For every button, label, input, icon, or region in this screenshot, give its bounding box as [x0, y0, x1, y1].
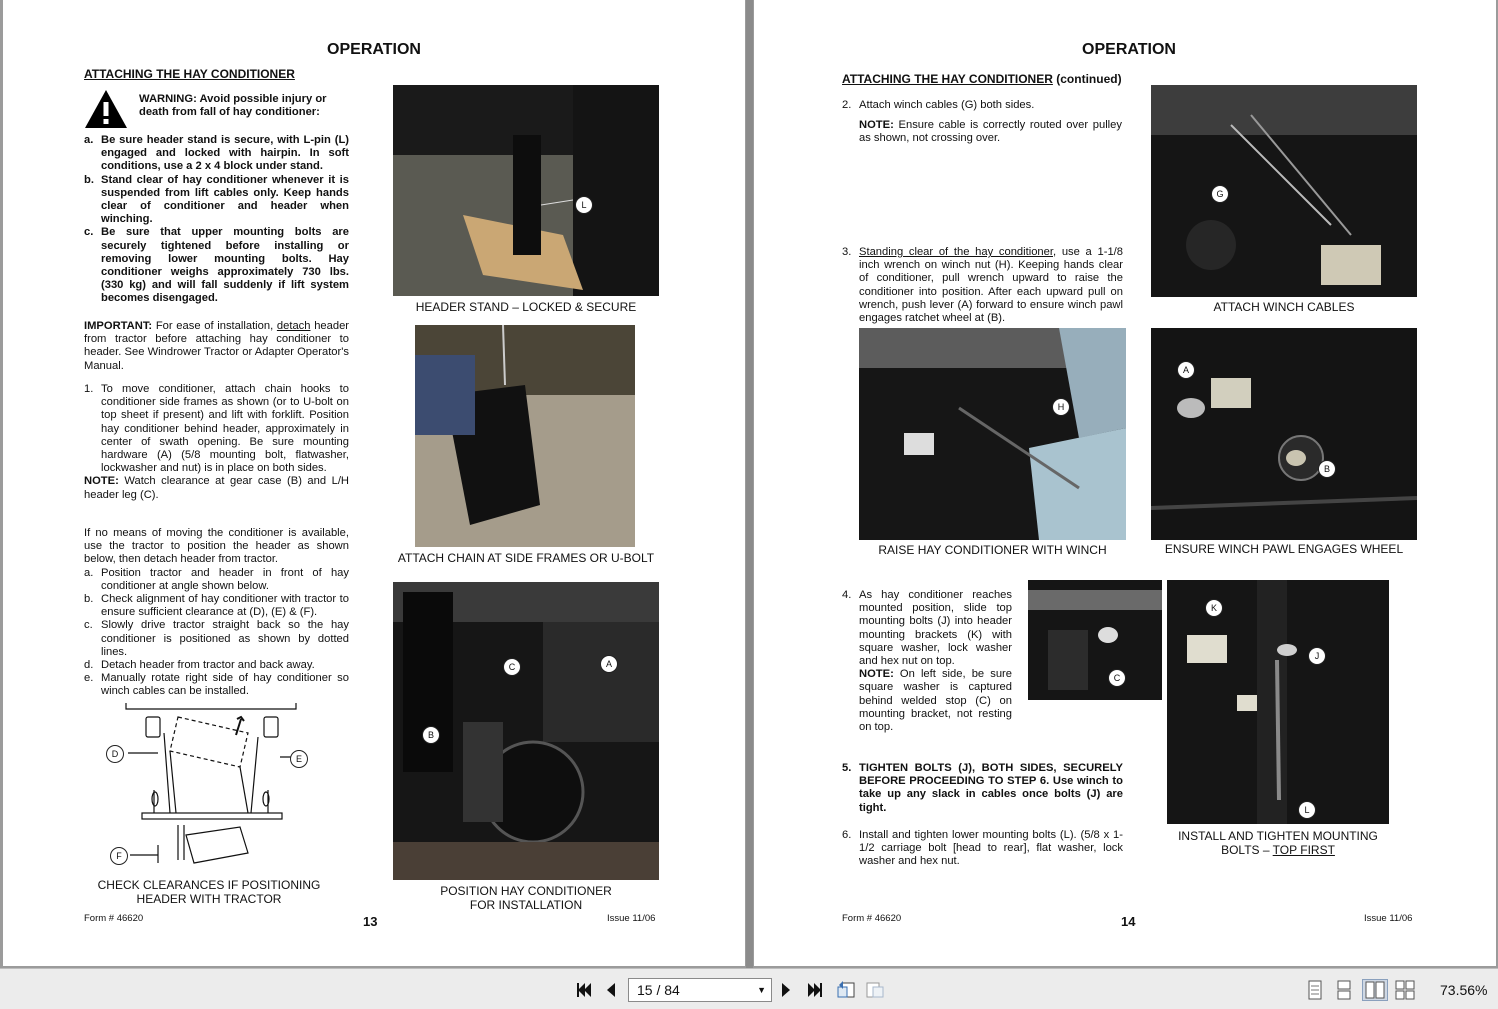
continuous-facing-view-icon — [1395, 980, 1415, 1000]
continuous-view-icon — [1336, 980, 1352, 1000]
facing-pages-view-icon — [1364, 981, 1386, 999]
callout-d: D — [106, 745, 124, 763]
warning-item: b. Stand clear of hay conditioner whenever it is suspended from lift cables only. Keep hands clear of conditioner and header when winching. — [84, 173, 349, 226]
step-3: 3. Standing clear of the hay conditioner, use a 1-1/8 inch wrench on winch nut (H). Keeping hands clear of conditioner, pull wrench upward to raise the conditioner into position. After each upward pull on wrench, push lever (A) forward to ensure winch pawl engages ratchet wheel at (B). — [842, 246, 1123, 325]
page-number: 14 — [1121, 914, 1136, 929]
warning-text: WARNING: Avoid possible injury or death from fall of hay conditioner: — [139, 93, 327, 119]
callout-f: F — [110, 847, 128, 865]
zoom-level[interactable]: 73.56% — [1440, 982, 1488, 998]
go-forward-button[interactable] — [864, 979, 886, 1001]
clearance-diagram — [98, 695, 328, 870]
photo-winch-cables — [1151, 85, 1417, 297]
important-paragraph: IMPORTANT: For ease of installation, detach header from tractor before attaching hay conditioner to header. See Windrower Tractor or Adapter Operator's Manual. — [84, 320, 350, 372]
form-number: Form # 46620 — [84, 913, 144, 924]
photo-header-stand — [393, 85, 659, 296]
photo-position-conditioner — [393, 582, 659, 880]
section-heading: ATTACHING THE HAY CONDITIONER — [84, 67, 295, 81]
warning-list — [84, 134, 349, 306]
page-14 — [754, 0, 1496, 966]
page-number: 13 — [363, 914, 378, 929]
callout-k: K — [1205, 599, 1223, 617]
callout-g: G — [1211, 185, 1229, 203]
callout-l: L — [575, 196, 593, 214]
photo-caption: RAISE HAY CONDITIONER WITH WINCH — [878, 543, 1107, 557]
previous-page-button[interactable] — [603, 979, 619, 1001]
callout-b: B — [422, 726, 440, 744]
last-page-button[interactable] — [805, 979, 825, 1001]
form-number: Form # 46620 — [842, 913, 902, 924]
warning-item: a. Be sure header stand is secure, with L-pin (L) engaged and locked with hairpin. In soft conditions, use a 2 x 4 block under stand. — [84, 134, 349, 173]
page-number-select[interactable] — [628, 978, 772, 1002]
photo-attach-chain — [415, 325, 635, 547]
photo-caption: HEADER STAND – LOCKED & SECURE — [415, 300, 637, 314]
single-page-view-icon — [1307, 980, 1323, 1000]
step-5: 5. TIGHTEN BOLTS (J), BOTH SIDES, SECURELY BEFORE PROCEEDING TO STEP 6. Use winch to take up any slack in cables once bolts (J) are tight. — [842, 762, 1123, 814]
callout-h: H — [1052, 398, 1070, 416]
step-2: 2. Attach winch cables (G) both sides. NOTE: Ensure cable is correctly routed over pulley as shown, not crossing over. — [842, 99, 1122, 145]
diagram-caption: CHECK CLEARANCES IF POSITIONING HEADER WITH TRACTOR — [97, 878, 321, 906]
go-forward-icon — [865, 980, 885, 1000]
callout-a: A — [1177, 361, 1195, 379]
callout-a: A — [600, 655, 618, 673]
photo-raise-winch — [859, 328, 1126, 540]
photo-winch-pawl — [1151, 328, 1417, 540]
last-page-icon — [806, 981, 824, 999]
alternate-procedure: If no means of moving the conditioner is available, use the tractor to position the header as shown below, then detach header from tractor. a. Position tractor and header in front of hay conditioner at angle shown below. b. Check alignment of hay conditioner with tractor to ensure sufficient clearance at (D), (E) & (F). c. Slowly drive tractor straight back so the hay conditioner is positioned as shown by dotted lines. d. Detach header from tractor and back away. e. Manually rotate right side of hay conditioner so winch cables can be installed. — [84, 527, 349, 698]
step-4: 4. As hay conditioner reaches mounted position, slide top mounting bolts (J) into header mounting brackets (K) with square washer, lock washer and hex nut on top. NOTE: On left side, be sure square washer is captured behind welded stop (C) on mounting bracket, not resting on top. — [842, 589, 1013, 734]
step-1: 1. To move conditioner, attach chain hooks to conditioner side frames as shown (or to U-bolt on top sheet if present) and lift with forklift. Position hay conditioner behind header, approximately in center of swath opening. Be sure mounting hardware (A) (5/8 mounting bolt, flatwasher, lockwasher and nut) is in place on both sides. NOTE: Watch clearance at gear case (B) and L/H header leg (C). — [84, 383, 350, 501]
page-number-value: 15 / 84 — [637, 982, 680, 998]
photo-mounting-bolts — [1167, 580, 1389, 824]
go-back-icon — [836, 980, 856, 1000]
photo-caption: POSITION HAY CONDITIONER FOR INSTALLATION — [440, 884, 612, 912]
callout-c: C — [503, 658, 521, 676]
facing-pages-view-button[interactable] — [1362, 979, 1388, 1001]
photo-caption: INSTALL AND TIGHTEN MOUNTING BOLTS – TOP FIRST — [1178, 829, 1378, 857]
page-13 — [3, 0, 745, 966]
issue-date: Issue 11/06 — [1364, 913, 1413, 924]
callout-j: J — [1308, 647, 1326, 665]
section-heading: ATTACHING THE HAY CONDITIONER (continued) — [842, 72, 1122, 86]
viewer-toolbar — [0, 968, 1498, 1009]
continuous-view-button[interactable] — [1334, 979, 1354, 1001]
photo-welded-stop — [1028, 580, 1162, 700]
page-title: OPERATION — [327, 41, 421, 58]
issue-date: Issue 11/06 — [607, 913, 656, 924]
page-title: OPERATION — [1082, 41, 1176, 58]
callout-b: B — [1318, 460, 1336, 478]
go-back-button[interactable] — [835, 979, 857, 1001]
chevron-down-icon: ▼ — [757, 985, 766, 995]
continuous-facing-view-button[interactable] — [1394, 979, 1416, 1001]
next-page-button[interactable] — [778, 979, 794, 1001]
first-page-button[interactable] — [574, 979, 594, 1001]
warning-item: c. Be sure that upper mounting bolts are securely tightened before installing or removing lower mounting bolts. Hay conditioner weighs approximately 730 lbs. (330 kg) and will fall suddenly if lift system becomes disengaged. — [84, 226, 349, 305]
previous-page-icon — [605, 981, 617, 999]
step-6: 6. Install and tighten lower mounting bolts (L). (5/8 x 1-1/2 carriage bolt [head to rear], flat washer, lock washer and hex nut. — [842, 829, 1123, 868]
callout-e: E — [290, 750, 308, 768]
photo-caption: ENSURE WINCH PAWL ENGAGES WHEEL — [1164, 542, 1404, 556]
single-page-view-button[interactable] — [1305, 979, 1325, 1001]
callout-l: L — [1298, 801, 1316, 819]
photo-caption: ATTACH WINCH CABLES — [1213, 300, 1355, 314]
page-divider — [746, 0, 753, 968]
callout-c: C — [1108, 669, 1126, 687]
first-page-icon — [575, 981, 593, 999]
next-page-icon — [780, 981, 792, 999]
warning-triangle-icon — [83, 88, 129, 135]
photo-caption: ATTACH CHAIN AT SIDE FRAMES OR U-BOLT — [397, 551, 655, 565]
